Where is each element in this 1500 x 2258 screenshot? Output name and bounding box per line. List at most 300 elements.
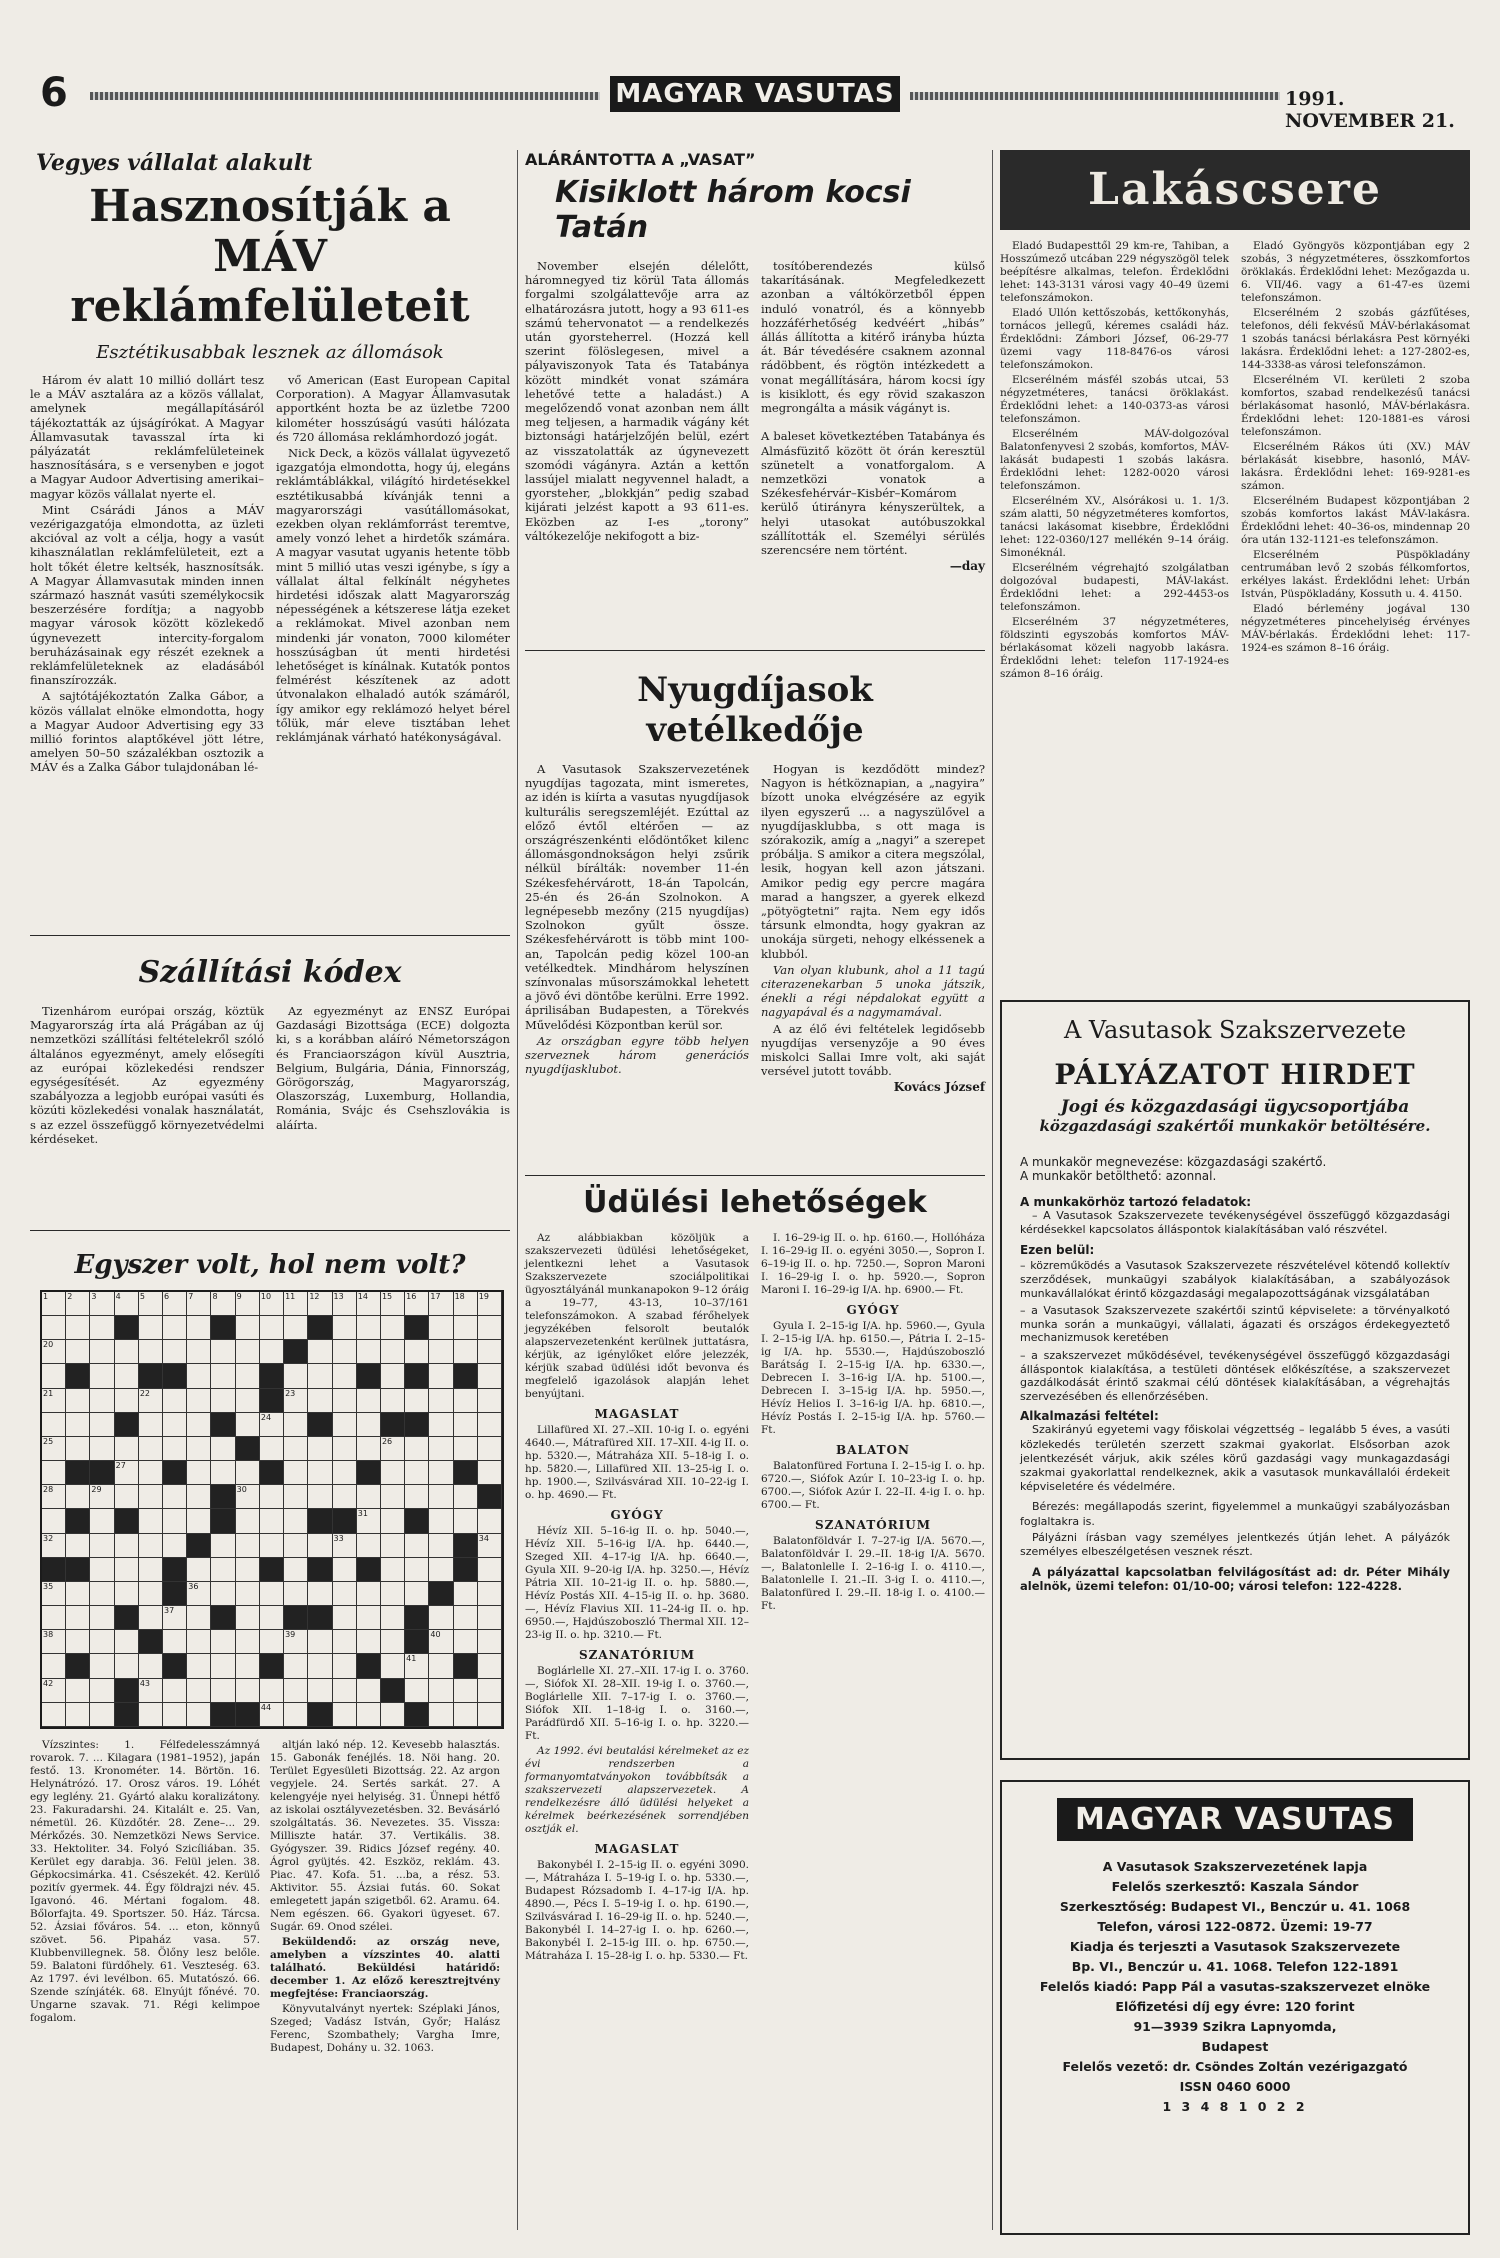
crossword-cell[interactable] xyxy=(381,1437,405,1461)
crossword-cell[interactable] xyxy=(284,1413,308,1437)
crossword-cell[interactable] xyxy=(187,1316,211,1340)
crossword-cell[interactable] xyxy=(66,1630,90,1654)
impressum-line: Felelős kiadó: Papp Pál a vasutas-szakszervezet elnöke xyxy=(1039,1979,1431,1994)
crossword-cell[interactable] xyxy=(139,1582,163,1606)
crossword-cell[interactable] xyxy=(115,1630,139,1654)
crossword-cell[interactable] xyxy=(90,1292,114,1316)
crossword-cell[interactable] xyxy=(187,1703,211,1727)
crossword-cell[interactable] xyxy=(42,1461,66,1485)
crossword-cell[interactable] xyxy=(284,1316,308,1340)
crossword-cell[interactable] xyxy=(90,1558,114,1582)
crossword-cell[interactable] xyxy=(236,1509,260,1533)
crossword-cell[interactable] xyxy=(66,1413,90,1437)
crossword-cell[interactable] xyxy=(236,1389,260,1413)
crossword-cell[interactable] xyxy=(333,1340,357,1364)
crossword-cell[interactable] xyxy=(42,1582,66,1606)
crossword-cell[interactable] xyxy=(429,1558,453,1582)
crossword-cell[interactable] xyxy=(211,1292,235,1316)
crossword-cell[interactable] xyxy=(454,1413,478,1437)
crossword-cell[interactable] xyxy=(163,1703,187,1727)
crossword-cell xyxy=(357,1654,381,1678)
classified-ad: Elcserélném Budapest központjában 2 szobás komfortos lakást MÁV-lakásra. Érdeklődni lehet: 40–36-os, mindennap 20 óra után 132-1121-es telefonszámon. xyxy=(1241,495,1470,546)
crossword-cell[interactable] xyxy=(357,1582,381,1606)
crossword-cell[interactable] xyxy=(163,1679,187,1703)
crossword-cell[interactable] xyxy=(260,1485,284,1509)
crossword-cell[interactable] xyxy=(187,1461,211,1485)
crossword-cell[interactable] xyxy=(478,1606,502,1630)
crossword-cell[interactable] xyxy=(478,1413,502,1437)
crossword-cell[interactable] xyxy=(429,1292,453,1316)
crossword-cell[interactable] xyxy=(66,1582,90,1606)
crossword-cell[interactable] xyxy=(90,1703,114,1727)
crossword-cell[interactable] xyxy=(42,1534,66,1558)
crossword-cell[interactable] xyxy=(90,1364,114,1388)
crossword-cell[interactable] xyxy=(381,1582,405,1606)
crossword-cell[interactable] xyxy=(308,1630,332,1654)
crossword-cell[interactable] xyxy=(381,1703,405,1727)
crossword-cell[interactable] xyxy=(308,1534,332,1558)
crossword-cell[interactable] xyxy=(260,1340,284,1364)
crossword-cell[interactable] xyxy=(90,1485,114,1509)
crossword-cell[interactable] xyxy=(66,1316,90,1340)
crossword-cell[interactable] xyxy=(139,1316,163,1340)
crossword-cell[interactable] xyxy=(163,1485,187,1509)
crossword-cell[interactable] xyxy=(454,1437,478,1461)
crossword-cell[interactable] xyxy=(66,1703,90,1727)
crossword-cell[interactable] xyxy=(139,1558,163,1582)
crossword-cell[interactable] xyxy=(139,1437,163,1461)
crossword-cell[interactable] xyxy=(66,1437,90,1461)
crossword-cell[interactable] xyxy=(187,1437,211,1461)
crossword-cell[interactable] xyxy=(115,1558,139,1582)
crossword-cell[interactable] xyxy=(42,1679,66,1703)
ad-duty-item: – a szakszervezet működésével, tevékenységével összefüggő közgazdasági álláspontok kialakítása, a testületi döntések előkészítése, a szakszervezet gazdálkodását érintő szakmai célú döntések kialakításában, a végrehajtás szervezésében és ellenőrzésében. xyxy=(1020,1348,1450,1403)
crossword-cell[interactable] xyxy=(454,1509,478,1533)
crossword-cell[interactable] xyxy=(357,1340,381,1364)
crossword-cell[interactable] xyxy=(236,1413,260,1437)
crossword-cell[interactable] xyxy=(139,1413,163,1437)
crossword-number: 27 xyxy=(115,1461,126,1471)
crossword-cell[interactable] xyxy=(115,1485,139,1509)
crossword-cell[interactable] xyxy=(308,1582,332,1606)
crossword-cell[interactable] xyxy=(454,1679,478,1703)
crossword-cell[interactable] xyxy=(333,1364,357,1388)
crossword-cell[interactable] xyxy=(115,1461,139,1485)
crossword-cell[interactable] xyxy=(333,1582,357,1606)
crossword-cell[interactable] xyxy=(357,1630,381,1654)
crossword-cell[interactable] xyxy=(308,1364,332,1388)
crossword-cell[interactable] xyxy=(260,1534,284,1558)
crossword-cell[interactable] xyxy=(429,1509,453,1533)
crossword-cell[interactable] xyxy=(163,1509,187,1533)
crossword-cell[interactable] xyxy=(236,1364,260,1388)
crossword-cell[interactable] xyxy=(333,1292,357,1316)
crossword-cell[interactable] xyxy=(381,1509,405,1533)
crossword-cell[interactable] xyxy=(333,1558,357,1582)
crossword-cell[interactable] xyxy=(236,1654,260,1678)
crossword-cell[interactable] xyxy=(429,1485,453,1509)
crossword-cell[interactable] xyxy=(211,1340,235,1364)
crossword-cell[interactable] xyxy=(478,1558,502,1582)
crossword-cell[interactable] xyxy=(381,1534,405,1558)
crossword-cell[interactable] xyxy=(42,1389,66,1413)
crossword-cell[interactable] xyxy=(405,1485,429,1509)
crossword-cell[interactable] xyxy=(454,1606,478,1630)
crossword-cell[interactable] xyxy=(90,1437,114,1461)
crossword-cell[interactable] xyxy=(405,1461,429,1485)
crossword-cell[interactable] xyxy=(163,1292,187,1316)
impressum-line: Szerkesztőség: Budapest VI., Benczúr u. 41. 1068 xyxy=(1059,1899,1411,1914)
crossword-cell[interactable] xyxy=(429,1364,453,1388)
crossword-cell[interactable] xyxy=(405,1679,429,1703)
crossword-cell[interactable] xyxy=(236,1582,260,1606)
crossword-cell[interactable] xyxy=(42,1292,66,1316)
crossword-cell[interactable] xyxy=(478,1316,502,1340)
crossword-cell[interactable] xyxy=(115,1437,139,1461)
crossword-cell[interactable] xyxy=(357,1316,381,1340)
crossword-cell[interactable] xyxy=(115,1340,139,1364)
crossword-cell[interactable] xyxy=(333,1485,357,1509)
crossword-cell[interactable] xyxy=(90,1679,114,1703)
crossword-cell[interactable] xyxy=(187,1630,211,1654)
crossword-cell[interactable] xyxy=(260,1292,284,1316)
ad-sub1: Jogi és közgazdasági ügycsoportjába xyxy=(1060,1097,1410,1117)
crossword-cell[interactable] xyxy=(454,1292,478,1316)
crossword-cell[interactable] xyxy=(333,1461,357,1485)
crossword-cell[interactable] xyxy=(42,1437,66,1461)
crossword-cell[interactable] xyxy=(260,1437,284,1461)
crossword-cell[interactable] xyxy=(478,1364,502,1388)
crossword-cell[interactable] xyxy=(333,1534,357,1558)
crossword-cell[interactable] xyxy=(187,1558,211,1582)
crossword-cell[interactable] xyxy=(333,1437,357,1461)
crossword-cell[interactable] xyxy=(333,1606,357,1630)
crossword-number: 16 xyxy=(406,1292,417,1301)
crossword-cell[interactable] xyxy=(284,1703,308,1727)
crossword-cell[interactable] xyxy=(429,1340,453,1364)
crossword-cell[interactable] xyxy=(163,1630,187,1654)
crossword-cell[interactable] xyxy=(284,1292,308,1316)
crossword-cell[interactable] xyxy=(139,1461,163,1485)
crossword-cell[interactable] xyxy=(381,1340,405,1364)
crossword-cell[interactable] xyxy=(66,1534,90,1558)
crossword-cell[interactable] xyxy=(357,1606,381,1630)
crossword-number: 21 xyxy=(43,1388,54,1398)
crossword-cell[interactable] xyxy=(429,1389,453,1413)
crossword-cell[interactable] xyxy=(381,1461,405,1485)
ad-duties xyxy=(1020,1259,1450,1403)
crossword-cell[interactable] xyxy=(66,1606,90,1630)
crossword-cell[interactable] xyxy=(308,1437,332,1461)
crossword-cell[interactable] xyxy=(308,1485,332,1509)
crossword-cell[interactable] xyxy=(139,1340,163,1364)
crossword-cell[interactable] xyxy=(478,1703,502,1727)
crossword-cell[interactable] xyxy=(357,1292,381,1316)
crossword-cell[interactable] xyxy=(333,1654,357,1678)
crossword-cell[interactable] xyxy=(308,1389,332,1413)
crossword-cell[interactable] xyxy=(42,1606,66,1630)
crossword-cell[interactable] xyxy=(429,1413,453,1437)
crossword-cell[interactable] xyxy=(187,1292,211,1316)
crossword-cell[interactable] xyxy=(187,1364,211,1388)
crossword-cell[interactable] xyxy=(163,1389,187,1413)
crossword-cell[interactable] xyxy=(187,1340,211,1364)
crossword-cell[interactable] xyxy=(381,1389,405,1413)
crossword-cell[interactable] xyxy=(139,1703,163,1727)
crossword-cell[interactable] xyxy=(139,1606,163,1630)
crossword-cell[interactable] xyxy=(405,1654,429,1678)
crossword-cell xyxy=(187,1534,211,1558)
crossword-cell[interactable] xyxy=(284,1582,308,1606)
crossword-cell[interactable] xyxy=(308,1292,332,1316)
crossword-cell[interactable] xyxy=(381,1606,405,1630)
crossword-cell[interactable] xyxy=(115,1534,139,1558)
crossword-cell[interactable] xyxy=(163,1534,187,1558)
crossword-cell[interactable] xyxy=(115,1292,139,1316)
crossword-cell[interactable] xyxy=(381,1364,405,1388)
crossword-cell[interactable] xyxy=(454,1340,478,1364)
crossword-cell[interactable] xyxy=(284,1485,308,1509)
crossword-cell[interactable] xyxy=(187,1606,211,1630)
crossword-cell[interactable] xyxy=(139,1509,163,1533)
crossword-cell[interactable] xyxy=(90,1630,114,1654)
crossword-cell[interactable] xyxy=(405,1340,429,1364)
crossword-cell[interactable] xyxy=(478,1389,502,1413)
crossword-cell[interactable] xyxy=(333,1679,357,1703)
crossword-cell[interactable] xyxy=(478,1654,502,1678)
crossword-cell[interactable] xyxy=(478,1679,502,1703)
crossword-cell[interactable] xyxy=(211,1654,235,1678)
crossword-cell[interactable] xyxy=(357,1389,381,1413)
crossword-cell[interactable] xyxy=(236,1558,260,1582)
crossword-cell[interactable] xyxy=(381,1630,405,1654)
crossword-cell[interactable] xyxy=(284,1437,308,1461)
crossword-cell[interactable] xyxy=(163,1606,187,1630)
crossword-cell[interactable] xyxy=(478,1461,502,1485)
crossword-cell[interactable] xyxy=(42,1703,66,1727)
crossword-cell[interactable] xyxy=(211,1534,235,1558)
crossword-cell[interactable] xyxy=(90,1654,114,1678)
crossword-cell[interactable] xyxy=(405,1558,429,1582)
crossword-cell[interactable] xyxy=(381,1292,405,1316)
crossword-cell[interactable] xyxy=(139,1485,163,1509)
crossword-cell[interactable] xyxy=(66,1292,90,1316)
crossword-cell[interactable] xyxy=(478,1582,502,1606)
crossword-cell[interactable] xyxy=(115,1389,139,1413)
crossword-cell[interactable] xyxy=(90,1413,114,1437)
crossword-cell[interactable] xyxy=(139,1534,163,1558)
crossword-cell[interactable] xyxy=(211,1582,235,1606)
paragraph: Nick Deck, a közös vállalat ügyvezető igazgatója elmondotta, hogy új, elegáns reklámtáblákkal, világító hirdetésekkel esztétikusabbá kívánják tenni a magyarországi vasútállomásokat, ezekben olyan reklámforrást teremtve, amely vonzó lehet a hirdetők számára. A magyar vasutat ugyanis hetente több mint 5 millió utas veszi igénybe, s így a vállalat által felkínált négyhetes hirdetési időszak alatt Magyarország népességének a kétszerese látja ezeket a reklámokat. Mivel azonban nem mindenki jár vonaton, 7000 kilométer hosszúságban út menti hirdetési lehetőséget is kínálnak. Kutatók pontos felmérést készítenek az adott útvonalakon elhaladó autók számáról, így amikor egy reklámozó helyet bérel tőlük, már eleve tisztában lehet reklámjának várható hatékonyságával. xyxy=(276,446,510,745)
crossword-cell[interactable] xyxy=(260,1703,284,1727)
crossword-cell[interactable] xyxy=(42,1485,66,1509)
crossword-cell[interactable] xyxy=(90,1509,114,1533)
crossword-cell[interactable] xyxy=(236,1630,260,1654)
crossword-cell[interactable] xyxy=(260,1606,284,1630)
crossword-cell[interactable] xyxy=(454,1703,478,1727)
crossword-cell[interactable] xyxy=(308,1340,332,1364)
crossword-cell[interactable] xyxy=(90,1606,114,1630)
crossword-cell[interactable] xyxy=(478,1509,502,1533)
crossword-cell[interactable] xyxy=(211,1461,235,1485)
crossword-cell[interactable] xyxy=(429,1461,453,1485)
crossword-cell[interactable] xyxy=(66,1485,90,1509)
paragraph: Hévíz XII. 5–16-ig II. o. hp. 5040.—, Hévíz XII. 5–16-ig I/A. hp. 6440.—, Szeged XII. 4–17-ig I/A. hp. 6640.—, Gyula XII. 9–20-ig I/A. hp. 3250.—, Hévíz Pátria XII. 10–21-ig II. o. hp. 5880.—, Hévíz Postás XII. 4–15-ig II. o. hp. 3680.—, Hévíz Flavius XII. 11–24-ig II. o. hp. 6950.—, Hajdúszoboszló Thermal XII. 12–23-ig II. o. hp. 3210.— Ft. xyxy=(525,1525,749,1641)
crossword-cell[interactable] xyxy=(478,1437,502,1461)
crossword-cell[interactable] xyxy=(429,1437,453,1461)
crossword-cell[interactable] xyxy=(357,1703,381,1727)
crossword-cell[interactable] xyxy=(187,1485,211,1509)
crossword-cell[interactable] xyxy=(405,1437,429,1461)
crossword-cell[interactable] xyxy=(260,1509,284,1533)
crossword-cell[interactable] xyxy=(236,1316,260,1340)
crossword-cell[interactable] xyxy=(163,1437,187,1461)
crossword-cell[interactable] xyxy=(66,1389,90,1413)
crossword-cell[interactable] xyxy=(284,1509,308,1533)
crossword-cell[interactable] xyxy=(236,1679,260,1703)
crossword-cell[interactable] xyxy=(333,1413,357,1437)
crossword-cell[interactable] xyxy=(454,1630,478,1654)
crossword-cell[interactable] xyxy=(357,1679,381,1703)
crossword-cell[interactable] xyxy=(90,1534,114,1558)
crossword-cell[interactable] xyxy=(211,1437,235,1461)
crossword-cell[interactable] xyxy=(90,1389,114,1413)
crossword-cell[interactable] xyxy=(163,1340,187,1364)
crossword-cell[interactable] xyxy=(260,1630,284,1654)
crossword-cell[interactable] xyxy=(333,1703,357,1727)
crossword-cell[interactable] xyxy=(357,1413,381,1437)
ad-pay: Bérezés: megállapodás szerint, figyelemmel a munkaügyi szabályozásban foglaltakra is. xyxy=(1020,1500,1450,1528)
crossword-cell[interactable] xyxy=(429,1534,453,1558)
crossword-cell[interactable] xyxy=(284,1654,308,1678)
crossword-cell[interactable] xyxy=(115,1582,139,1606)
crossword-cell[interactable] xyxy=(260,1316,284,1340)
crossword-cell[interactable] xyxy=(357,1485,381,1509)
crossword-cell[interactable] xyxy=(357,1509,381,1533)
crossword-cell[interactable] xyxy=(42,1509,66,1533)
crossword-cell[interactable] xyxy=(429,1679,453,1703)
crossword-cell[interactable] xyxy=(236,1461,260,1485)
crossword-cell[interactable] xyxy=(66,1679,90,1703)
crossword-cell[interactable] xyxy=(139,1292,163,1316)
crossword-cell[interactable] xyxy=(478,1292,502,1316)
crossword-cell[interactable] xyxy=(115,1364,139,1388)
crossword-cell[interactable] xyxy=(454,1316,478,1340)
crossword-cell[interactable] xyxy=(357,1534,381,1558)
crossword-cell[interactable] xyxy=(42,1654,66,1678)
crossword-cell[interactable] xyxy=(236,1606,260,1630)
crossword-cell[interactable] xyxy=(429,1316,453,1340)
crossword-cell[interactable] xyxy=(405,1292,429,1316)
crossword-cell[interactable] xyxy=(429,1630,453,1654)
crossword-cell[interactable] xyxy=(308,1679,332,1703)
crossword-cell[interactable] xyxy=(284,1534,308,1558)
crossword-cell[interactable] xyxy=(260,1413,284,1437)
crossword-cell[interactable] xyxy=(284,1630,308,1654)
crossword-cell[interactable] xyxy=(139,1654,163,1678)
crossword-cell[interactable] xyxy=(260,1582,284,1606)
crossword-cell[interactable] xyxy=(42,1630,66,1654)
crossword-cell[interactable] xyxy=(405,1582,429,1606)
crossword-cell xyxy=(211,1485,235,1509)
crossword-cell[interactable] xyxy=(284,1558,308,1582)
crossword-cell[interactable] xyxy=(187,1389,211,1413)
ad-tasks-text: – A Vasutasok Szakszervezete tevékenységével összefüggő közgazdasági kérdésekkel kapcsolatos álláspontok kialakításában való részvétel. xyxy=(1020,1209,1450,1237)
crossword-cell[interactable] xyxy=(478,1630,502,1654)
crossword-cell[interactable] xyxy=(454,1389,478,1413)
crossword-cell[interactable] xyxy=(308,1461,332,1485)
crossword-cell[interactable] xyxy=(333,1389,357,1413)
crossword-cell[interactable] xyxy=(454,1582,478,1606)
crossword-cell[interactable] xyxy=(90,1582,114,1606)
crossword-cell[interactable] xyxy=(381,1654,405,1678)
crossword-cell[interactable] xyxy=(211,1364,235,1388)
crossword-cell[interactable] xyxy=(260,1679,284,1703)
crossword-cell[interactable] xyxy=(284,1679,308,1703)
crossword-cell[interactable] xyxy=(308,1654,332,1678)
crossword-cell[interactable] xyxy=(66,1340,90,1364)
crossword-cell[interactable] xyxy=(236,1534,260,1558)
crossword-cell[interactable] xyxy=(478,1340,502,1364)
crossword-number: 8 xyxy=(212,1292,218,1301)
crossword-cell xyxy=(308,1606,332,1630)
crossword-cell[interactable] xyxy=(163,1316,187,1340)
crossword-cell[interactable] xyxy=(139,1389,163,1413)
crossword-cell[interactable] xyxy=(333,1316,357,1340)
crossword-cell[interactable] xyxy=(357,1437,381,1461)
crossword-cell[interactable] xyxy=(284,1364,308,1388)
crossword-cell[interactable] xyxy=(42,1413,66,1437)
crossword-cell[interactable] xyxy=(405,1534,429,1558)
crossword-cell[interactable] xyxy=(429,1606,453,1630)
crossword-cell[interactable] xyxy=(90,1316,114,1340)
crossword-number: 32 xyxy=(43,1533,54,1543)
crossword-cell[interactable] xyxy=(478,1534,502,1558)
crossword-cell[interactable] xyxy=(381,1558,405,1582)
crossword-cell[interactable] xyxy=(187,1654,211,1678)
crossword-cell[interactable] xyxy=(42,1316,66,1340)
crossword-cell[interactable] xyxy=(211,1630,235,1654)
crossword-cell[interactable] xyxy=(284,1389,308,1413)
crossword-cell[interactable] xyxy=(211,1679,235,1703)
crossword-cell[interactable] xyxy=(42,1340,66,1364)
crossword-cell[interactable] xyxy=(333,1630,357,1654)
crossword-cell[interactable] xyxy=(139,1679,163,1703)
crossword-cell[interactable] xyxy=(42,1364,66,1388)
crossword-cell[interactable] xyxy=(163,1413,187,1437)
crossword-cell[interactable] xyxy=(429,1703,453,1727)
crossword-cell[interactable] xyxy=(187,1679,211,1703)
crossword-cell[interactable] xyxy=(405,1389,429,1413)
crossword-cell[interactable] xyxy=(236,1292,260,1316)
crossword-cell[interactable] xyxy=(284,1461,308,1485)
crossword-cell[interactable] xyxy=(381,1316,405,1340)
crossword-cell[interactable] xyxy=(236,1340,260,1364)
crossword-cell[interactable] xyxy=(187,1413,211,1437)
crossword-cell[interactable] xyxy=(187,1509,211,1533)
crossword-cell[interactable] xyxy=(429,1654,453,1678)
crossword-cell[interactable] xyxy=(236,1485,260,1509)
crossword-cell xyxy=(66,1654,90,1678)
crossword-cell[interactable] xyxy=(187,1582,211,1606)
crossword-cell[interactable] xyxy=(90,1340,114,1364)
crossword-cell[interactable] xyxy=(454,1485,478,1509)
issue-date: 1991. NOVEMBER 21. xyxy=(1285,88,1455,132)
crossword-cell[interactable] xyxy=(211,1389,235,1413)
crossword-cell[interactable] xyxy=(115,1654,139,1678)
crossword-cell[interactable] xyxy=(381,1485,405,1509)
crossword-cell[interactable] xyxy=(211,1558,235,1582)
